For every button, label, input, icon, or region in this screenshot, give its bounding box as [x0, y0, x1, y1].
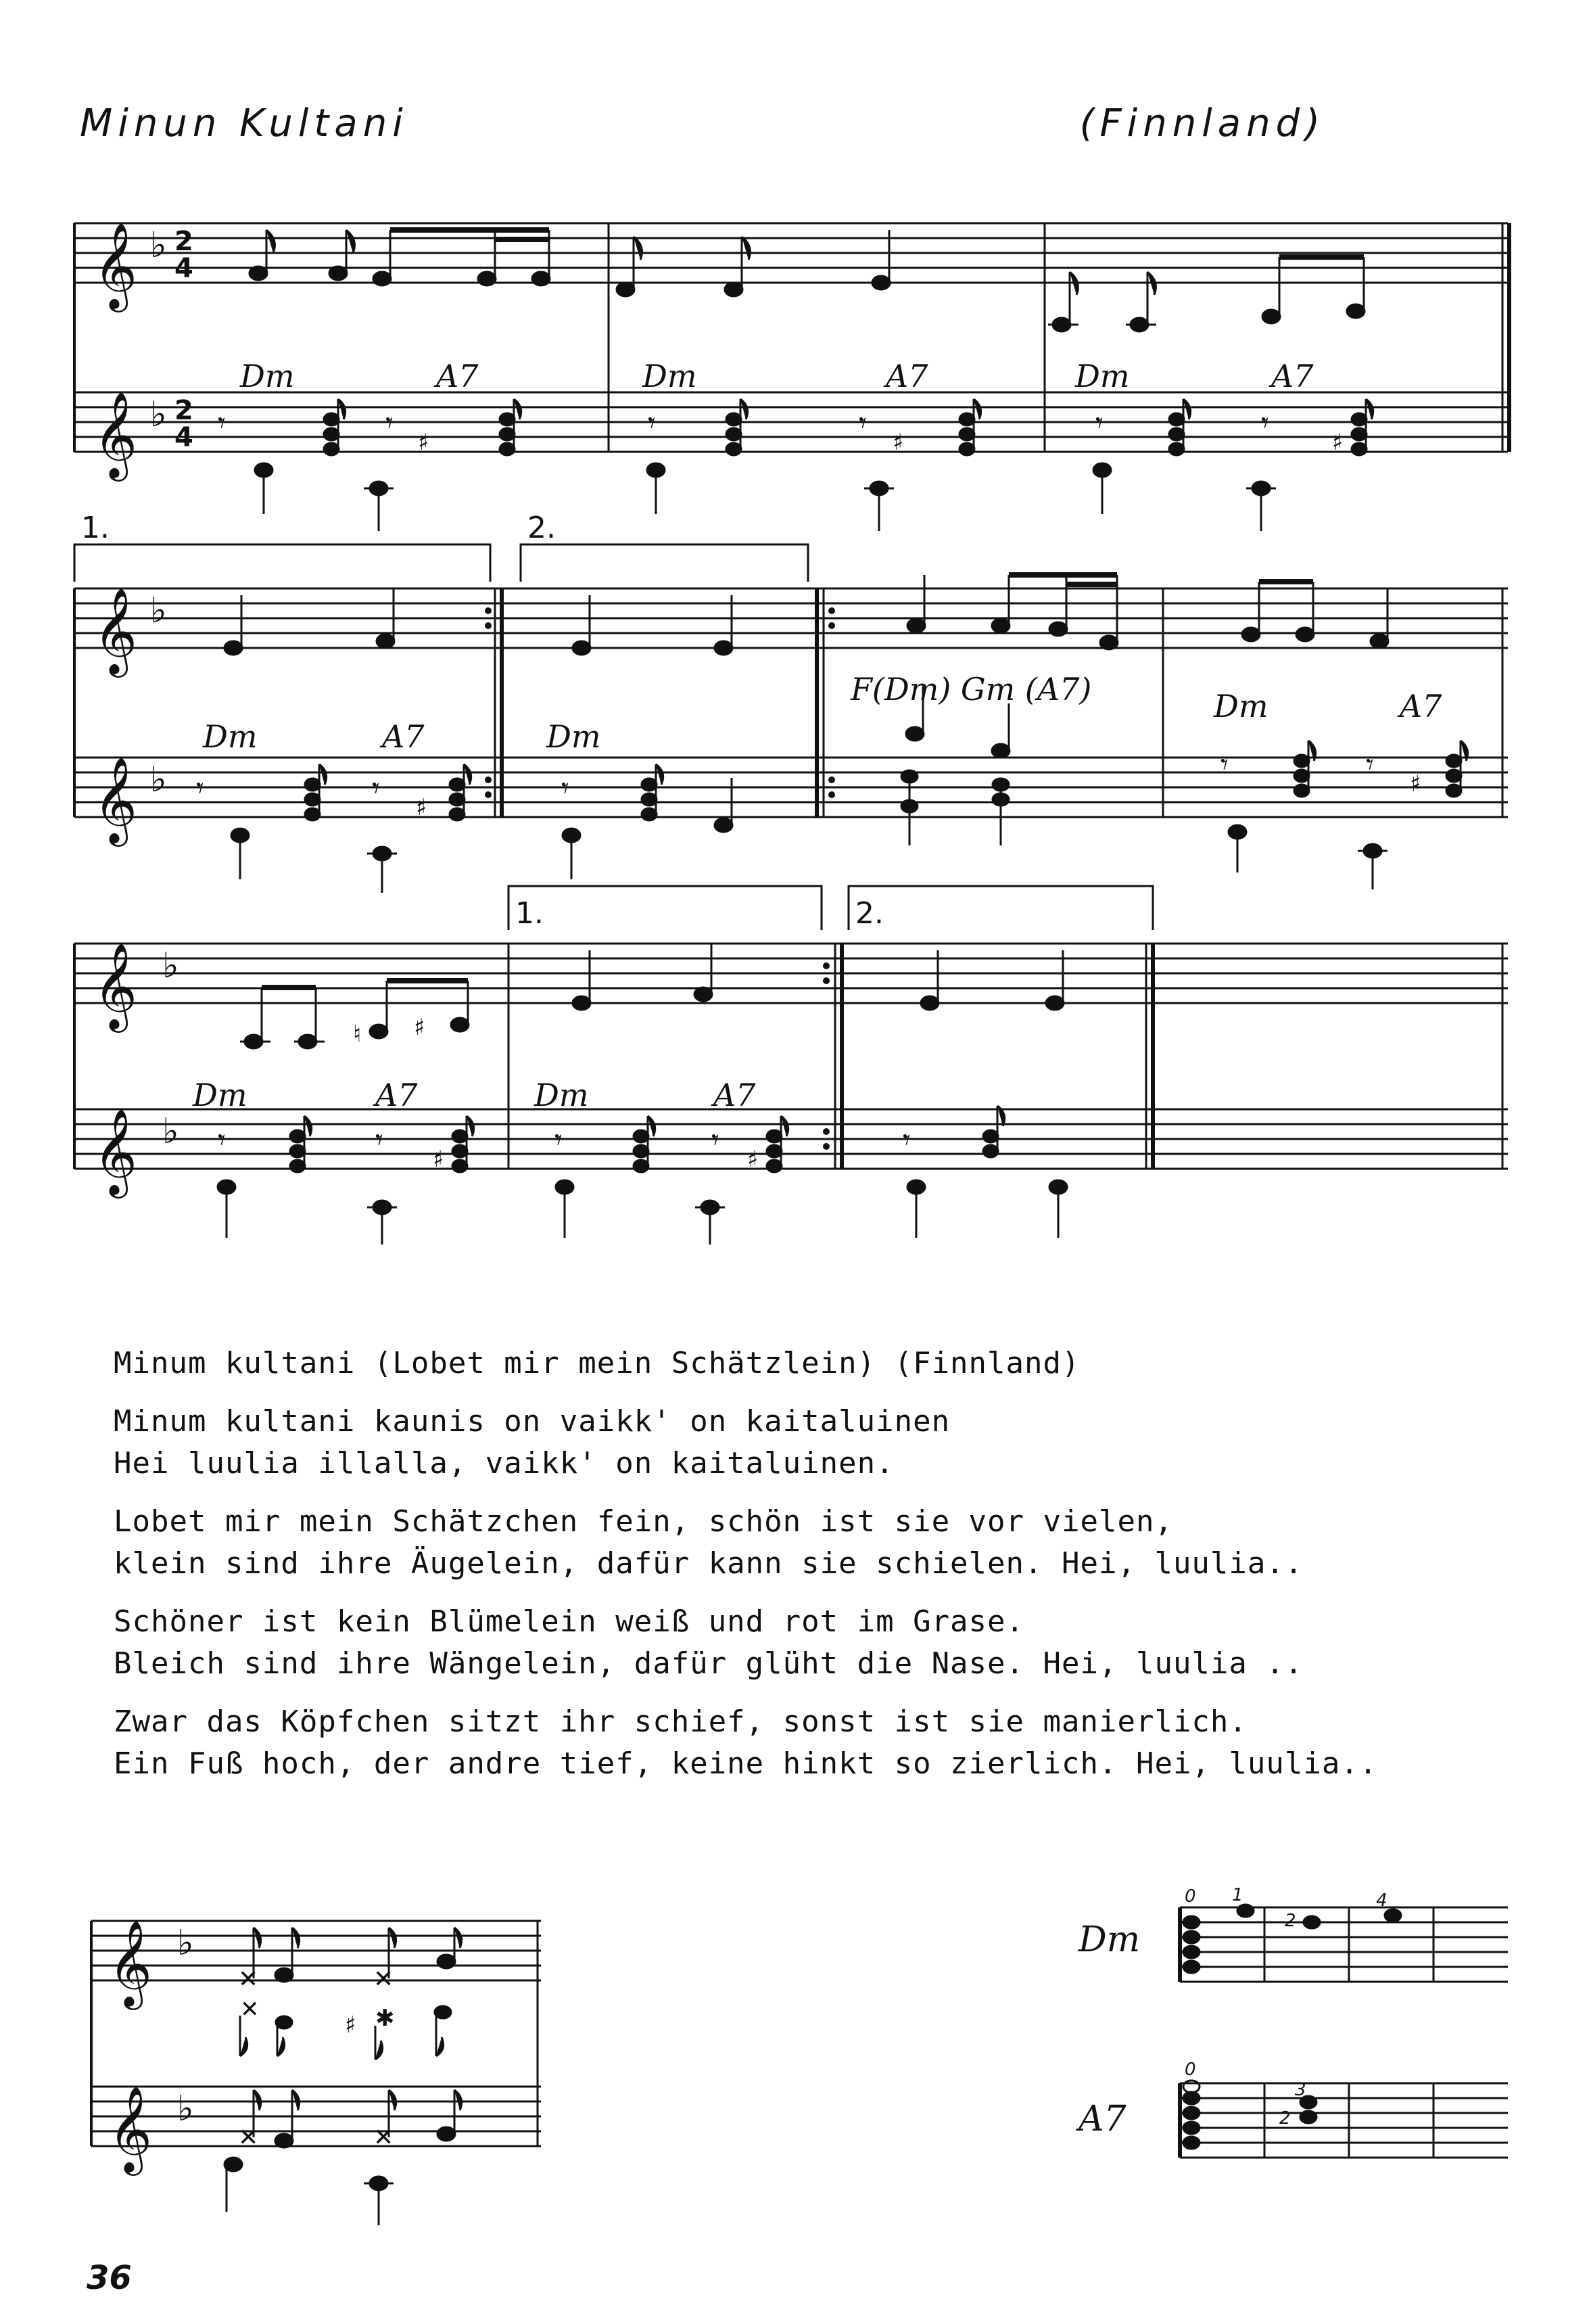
chord-symbol: Dm	[193, 1077, 247, 1113]
flat-icon: ♭	[150, 394, 167, 435]
chord-symbol: A7	[1400, 688, 1442, 724]
finger-number: 2	[1285, 1911, 1296, 1931]
exercise-staff	[91, 1920, 541, 2225]
svg-text:𝄾: 𝄾	[385, 406, 394, 440]
page-number: 36	[87, 2259, 132, 2297]
svg-text:𝄾: 𝄾	[1095, 406, 1104, 440]
finger-number: 0	[1185, 2060, 1196, 2080]
chord-symbol: Dm	[534, 1077, 589, 1113]
treble-clef-icon: 𝄞	[93, 587, 138, 674]
chord-symbol: Dm	[203, 718, 258, 755]
lyrics-line: klein sind ihre Äugelein, dafür kann sie schielen. Hei, luulia..	[114, 1546, 1304, 1581]
flat-icon: ♭	[150, 225, 167, 266]
svg-text:𝄾: 𝄾	[903, 1123, 911, 1157]
volta-brackets	[508, 886, 1153, 930]
chord-symbol: A7	[436, 358, 479, 394]
repeat-dots	[823, 962, 830, 1150]
system-1	[74, 222, 1509, 531]
chord-diagram-label: A7	[1078, 2099, 1126, 2139]
treble-clef-icon: 𝄞	[93, 391, 138, 478]
guitar-tab-dm	[1180, 1885, 1508, 1982]
svg-text:𝄾: 𝄾	[554, 1123, 563, 1157]
svg-text:♯: ♯	[747, 1146, 759, 1173]
lyrics-line: Minum kultani kaunis on vaikk' on kaitaluinen	[114, 1404, 951, 1439]
ending-label: 1.	[81, 511, 110, 545]
finger-number: 0	[1185, 1886, 1196, 1907]
chord-symbols	[239, 358, 1314, 394]
song-title: Minun Kultani	[80, 101, 408, 145]
svg-text:𝄾: 𝄾	[196, 771, 204, 806]
chord-diagram-label: Dm	[1078, 1920, 1140, 1960]
svg-text:𝄾: 𝄾	[1261, 406, 1269, 440]
flat-icon: ♭	[150, 760, 167, 800]
svg-text:♯: ♯	[414, 1014, 425, 1041]
flat-icon: ♭	[162, 1111, 179, 1152]
chord-symbol: A7	[713, 1077, 756, 1113]
svg-text:𝄾: 𝄾	[375, 1123, 383, 1157]
chord-symbol: Dm	[546, 718, 601, 755]
svg-text:✕: ✕	[240, 1996, 260, 2023]
svg-text:♯: ♯	[1410, 770, 1421, 797]
svg-text:♯: ♯	[416, 794, 427, 821]
svg-text:♯: ♯	[893, 429, 904, 456]
svg-text:𝄾: 𝄾	[218, 406, 226, 440]
svg-text:♮: ♮	[353, 1021, 362, 1048]
lyrics-line: Hei luulia illalla, vaikk' on kaitaluinen.	[114, 1446, 895, 1481]
lyrics-line: Lobet mir mein Schätzchen fein, schön ist sie vor vielen,	[114, 1504, 1173, 1539]
flat-icon: ♭	[150, 590, 167, 631]
chord-symbol: F(Dm) Gm (A7)	[851, 671, 1092, 707]
finger-number: 1	[1232, 1885, 1243, 1905]
lyrics-stanza	[114, 1401, 1398, 1485]
lyrics-stanza	[114, 1701, 1398, 1785]
svg-text:𝄾: 𝄾	[1220, 747, 1229, 782]
chord-symbol: A7	[1271, 358, 1314, 394]
chord-symbol: A7	[382, 718, 425, 755]
svg-text:♯: ♯	[418, 429, 429, 456]
song-origin: (Finnland)	[1079, 101, 1325, 145]
chord-symbols	[192, 1077, 756, 1113]
time-signature-bottom: 4	[174, 253, 193, 284]
lyrics-line: Schöner ist kein Blümelein weiß und rot im Grase.	[114, 1604, 1025, 1639]
time-signature-bottom: 4	[174, 422, 193, 453]
svg-text:✕: ✕	[238, 1966, 259, 1993]
finger-number: 3	[1295, 2080, 1306, 2100]
svg-text:𝄾: 𝄾	[859, 406, 867, 440]
svg-text:𝄾: 𝄾	[372, 771, 380, 806]
lyrics-line: Ein Fuß hoch, der andre tief, keine hinkt so zierlich. Hei, luulia..	[114, 1746, 1378, 1781]
flat-icon: ♭	[177, 2089, 194, 2129]
svg-text:✕: ✕	[238, 2124, 259, 2152]
finger-number: 2	[1279, 2108, 1291, 2129]
chord-symbol: Dm	[1214, 688, 1268, 724]
chord-diagrams	[1076, 1885, 1508, 2158]
lyrics-stanza	[114, 1601, 1398, 1685]
lyrics-line: Zwar das Köpfchen sitzt ihr schief, sonst ist sie manierlich.	[114, 1704, 1248, 1739]
chord-symbol: A7	[375, 1077, 418, 1113]
svg-text:✱: ✱	[375, 2005, 395, 2032]
svg-text:✕: ✕	[373, 2124, 394, 2152]
chord-symbol: Dm	[1075, 358, 1130, 394]
lyrics-heading: Minum kultani (Lobet mir mein Schätzlein) (Finnland)	[114, 1346, 1081, 1380]
svg-text:♯: ♯	[433, 1146, 444, 1173]
accompaniment-notes	[218, 1106, 1067, 1245]
svg-text:𝄾: 𝄾	[1366, 747, 1374, 782]
staff-lines	[74, 588, 1508, 817]
chord-symbol: Dm	[642, 358, 697, 394]
melody-notes	[224, 575, 1388, 655]
exercise-notes	[224, 1928, 462, 2225]
treble-clef-icon: 𝄞	[108, 1920, 153, 2006]
treble-clef-icon: 𝄞	[93, 1108, 138, 1194]
system-3	[74, 886, 1508, 1245]
treble-clef-icon: 𝄞	[93, 222, 138, 308]
time-signature-top: 2	[174, 395, 193, 426]
lyrics-line: Bleich sind ihre Wängelein, dafür glüht die Nase. Hei, luulia ..	[114, 1646, 1304, 1681]
ending-label: 2.	[855, 896, 884, 931]
guitar-tab-a7	[1180, 2060, 1508, 2158]
svg-text:𝄾: 𝄾	[218, 1123, 226, 1157]
svg-text:✕: ✕	[373, 1966, 394, 1993]
lyrics-block	[114, 1343, 1398, 1801]
treble-clef-icon: 𝄞	[93, 942, 138, 1029]
lyrics-stanza	[114, 1501, 1398, 1585]
melody-notes	[250, 230, 1365, 331]
time-signature-top: 2	[174, 226, 193, 257]
chord-symbols	[202, 671, 1442, 755]
svg-text:♯: ♯	[1332, 429, 1344, 456]
flat-icon: ♭	[162, 946, 179, 986]
ending-label: 1.	[515, 896, 544, 931]
svg-text:𝄾: 𝄾	[648, 406, 656, 440]
finger-number: 4	[1376, 1890, 1388, 1911]
system-2	[74, 511, 1508, 893]
treble-clef-icon: 𝄞	[93, 756, 138, 843]
svg-text:♯: ♯	[345, 2012, 356, 2039]
svg-text:𝄾: 𝄾	[711, 1123, 719, 1157]
flat-icon: ♭	[177, 1923, 194, 1963]
treble-clef-icon: 𝄞	[108, 2085, 153, 2172]
ending-label: 2.	[527, 511, 556, 545]
volta-brackets	[74, 544, 808, 582]
accompaniment-notes	[218, 399, 1373, 531]
chord-symbol: A7	[886, 358, 928, 394]
chord-symbol: Dm	[240, 358, 295, 394]
svg-text:𝄾: 𝄾	[561, 771, 569, 806]
staff-lines	[91, 1921, 541, 2146]
accompaniment-notes	[196, 687, 1468, 893]
